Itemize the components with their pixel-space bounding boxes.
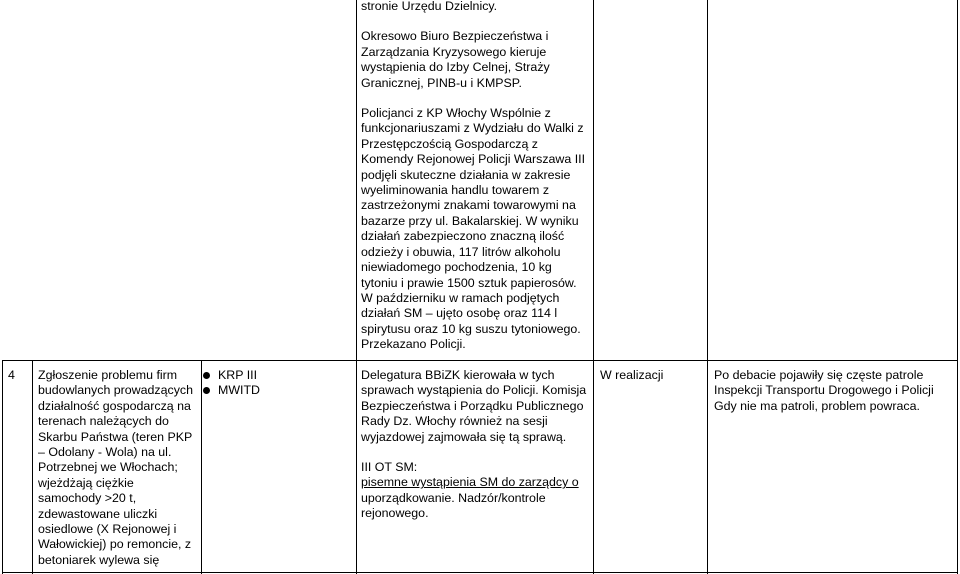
table-border-right bbox=[957, 0, 958, 574]
responsible-item-label: KRP III bbox=[218, 368, 258, 382]
actions-paragraph-1: Delegatura BBiZK kierowała w tych sprawach wystąpienia do Policji. Komisja Bezpieczeństwa i Porządku Publicznego Rady Dz. Włochy również na sesji wyjazdowej zajmowała się tą sprawą. bbox=[361, 368, 587, 444]
top-text-paragraph-3: Policjanci z KP Włochy Wspólnie z funkcjonariuszami z Wydziału do Walki z Przestępczością Gospodarczą z Komendy Rejonowej Policji Warszawa III podjęli skuteczne działania w zakresie wyeliminowania handlu towarem z zastrzeżonymi znakami towarowymi na bazarze przy ul. Bakalarskiej. W wyniku działań zabezpieczono znaczną ilość odzieży i obuwia, 117 litrów alkoholu niewiadomego pochodzenia, 10 kg tytoniu i prawie 1500 sztuk papierosów. W październiku w ramach podjętych działań SM – ujęto osobę oraz 114 l spirytusu oraz 10 kg suszu tytoniowego. Przekazano Policji. bbox=[361, 106, 586, 352]
top-text-paragraph-2: Okresowo Biuro Bezpieczeństwa i Zarządzania Kryzysowego kieruje wystąpienia do Izby Celnej, Straży Granicznej, PINB-u i KMPSP. bbox=[361, 29, 550, 90]
responsible-item-label: MWITD bbox=[218, 383, 260, 398]
top-text-paragraph-1: stronie Urzędu Dzielnicy. bbox=[361, 0, 498, 13]
actions-rest-text: uporządkowanie. Nadzór/kontrole rejonowego. bbox=[361, 490, 546, 521]
top-row-actions-cell bbox=[361, 0, 589, 353]
table-border-col2 bbox=[201, 360, 202, 574]
table-border-col1 bbox=[32, 360, 33, 574]
row-number: 4 bbox=[8, 368, 15, 382]
status-cell: W realizacji bbox=[600, 368, 664, 382]
table-border-col5 bbox=[707, 0, 708, 574]
table-border-left bbox=[2, 360, 3, 574]
problem-description: Zgłoszenie problemu firm budowlanych prowadzących działalność gospodarczą na terenach należących do Skarbu Państwa (teren PKP – Odolany - Wola) na ul. Potrzebnej we Włochach; wjeżdżają ciężkie samochody >20 t, zdewastowane uliczki osiedlowe (X Rejonowej i Wałowickiej) po remoncie, z betoniarek wylewa się bbox=[38, 368, 193, 567]
row-divider bbox=[2, 360, 958, 361]
table-border-col4 bbox=[593, 0, 594, 574]
table-border-col3 bbox=[356, 0, 357, 574]
remarks-cell: Po debacie pojawiły się częste patrole Inspekcji Transportu Drogowego i Policji Gdy nie ma patroli, problem powraca. bbox=[714, 368, 934, 413]
responsible-item bbox=[203, 383, 353, 398]
actions-heading: III OT SM: bbox=[361, 460, 418, 475]
actions-underlined-text: pisemne wystąpienia SM do zarządcy o bbox=[361, 475, 579, 490]
bullet-icon bbox=[203, 387, 210, 394]
responsible-list-cell bbox=[203, 368, 353, 399]
table-border-bottom bbox=[2, 572, 958, 573]
bullet-icon bbox=[203, 372, 210, 379]
responsible-list bbox=[203, 368, 353, 399]
responsible-item bbox=[203, 368, 353, 383]
actions-cell bbox=[361, 368, 589, 522]
actions-paragraph-2 bbox=[361, 460, 589, 522]
